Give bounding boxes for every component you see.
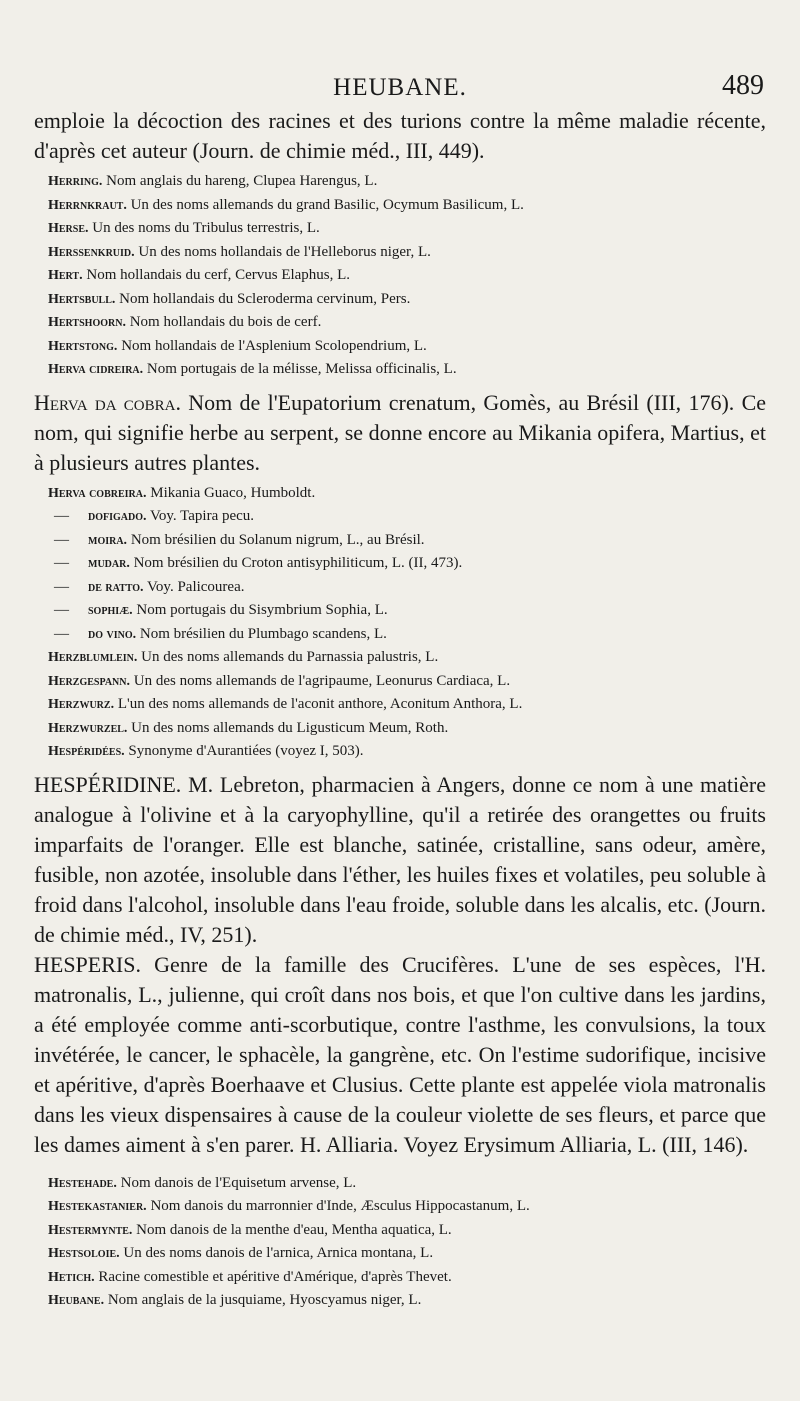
list-item: Herring. Nom anglais du hareng, Clupea Harengus, L. xyxy=(48,173,378,189)
list-item: Herzwurz. L'un des noms allemands de l'aconit anthore, Aconitum Anthora, L. xyxy=(48,696,523,712)
list-item: — mudar. Nom brésilien du Croton antisyphiliticum, L. (II, 473). xyxy=(54,555,463,571)
list-item: Hestekastanier. Nom danois du marronnier d'Inde, Æsculus Hippocastanum, L. xyxy=(48,1198,530,1214)
entry-list-1 xyxy=(34,170,766,382)
list-item: Hespéridées. Synonyme d'Aurantiées (voyez I, 503). xyxy=(48,743,364,759)
entry-herva-da-cobra: Herva da cobra. Nom de l'Eupatorium crenatum, Gomès, au Brésil (III, 176). Ce nom, qui signifie herbe au serpent, se donne encore au Mikania opifera, Martius, et à plusieurs autres plantes. xyxy=(34,389,767,475)
list-item: Hetich. Racine comestible et apéritive d'Amérique, d'après Thevet. xyxy=(48,1268,452,1285)
list-item: Hertstong. Nom hollandais de l'Asplenium Scolopendrium, L. xyxy=(48,337,427,354)
list-item: Herzgespann. Un des noms allemands de l'agripaume, Leonurus Cardiaca, L. xyxy=(48,672,511,689)
list-item: Herzwurzel. Un des noms allemands du Ligusticum Meum, Roth. xyxy=(48,719,449,736)
list-item: Hestsoloie. Un des noms danois de l'arnica, Arnica montana, L. xyxy=(48,1245,434,1261)
list-item: Herzblumlein. Un des noms allemands du Parnassia palustris, L. xyxy=(48,649,439,665)
list-item: Heubane. Nom anglais de la jusquiame, Hyoscyamus niger, L. xyxy=(48,1292,422,1308)
list-item: Hestehade. Nom danois de l'Equisetum arvense, L. xyxy=(48,1174,357,1191)
list-item: — sophiæ. Nom portugais du Sisymbrium Sophia, L. xyxy=(54,602,388,618)
running-header xyxy=(34,70,766,108)
entry-list-2 xyxy=(34,482,766,764)
list-item: Hestermynte. Nom danois de la menthe d'eau, Mentha aquatica, L. xyxy=(48,1221,452,1238)
entry-list-3 xyxy=(34,1172,766,1313)
page-number: 489 xyxy=(722,70,764,101)
list-item: — moira. Nom brésilien du Solanum nigrum, L., au Brésil. xyxy=(54,531,425,548)
list-item: Herrnkraut. Un des noms allemands du grand Basilic, Ocymum Basilicum, L. xyxy=(48,196,524,213)
entry-hesperidine: HESPÉRIDINE. M. Lebreton, pharmacien à Angers, donne ce nom à une matière analogue à l'olivine et à la caryophylline, qu'il a retirée des orangettes ou fruits imparfaits de l'oranger. Elle est blanche, satinée, cristalline, sans odeur, amère, fusible, non azotée, insoluble dans l'éther, les huiles fixes et volatiles, peu soluble à froid dans l'alcohol, insoluble dans l'eau froide, soluble dans les alcalis, etc. (Journ. de chimie méd., IV, 251). xyxy=(34,771,767,947)
header-title: HEUBANE. xyxy=(333,74,467,101)
entry-hesperis: HESPERIS. Genre de la famille des Crucifères. L'une de ses espèces, l'H. matronalis, L., julienne, qui croît dans nos bois, et que l'on cultive dans les jardins, a été employée comme anti-scorbutique, contre l'asthme, les convulsions, la toux invétérée, le cancer, le sphacèle, la gangrène, etc. On l'estime sudorifique, incisive et apéritive, d'après Boerhaave et Clusius. Cette plante est appelée viola matronalis dans les vieux dispensaires à cause de la couleur violette de ses fleurs, et parce que les dames aiment à s'en parer. H. Alliaria. Voyez Erysimum Alliaria, L. (III, 146). xyxy=(34,951,767,1157)
list-item: Hert. Nom hollandais du cerf, Cervus Elaphus, L. xyxy=(48,267,351,283)
list-item: — dofigado. Voy. Tapira pecu. xyxy=(54,508,255,524)
list-item: Herssenkruid. Un des noms hollandais de l'Helleborus niger, L. xyxy=(48,243,431,260)
continued-paragraph: emploie la décoction des racines et des turions contre la même maladie récente, d'après cet auteur (Journ. de chimie méd., III, 449). xyxy=(34,108,766,163)
list-item: — do vino. Nom brésilien du Plumbago scandens, L. xyxy=(54,625,387,642)
list-item: Herse. Un des noms du Tribulus terrestris, L. xyxy=(48,220,320,236)
list-item: Hertshoorn. Nom hollandais du bois de cerf. xyxy=(48,314,322,330)
list-item: Herva cidreira. Nom portugais de la mélisse, Melissa officinalis, L. xyxy=(48,361,457,377)
list-item: Hertsbull. Nom hollandais du Scleroderma cervinum, Pers. xyxy=(48,290,411,307)
list-item: Herva cobreira. Mikania Guaco, Humboldt. xyxy=(48,484,316,501)
list-item: — de ratto. Voy. Palicourea. xyxy=(54,578,245,595)
